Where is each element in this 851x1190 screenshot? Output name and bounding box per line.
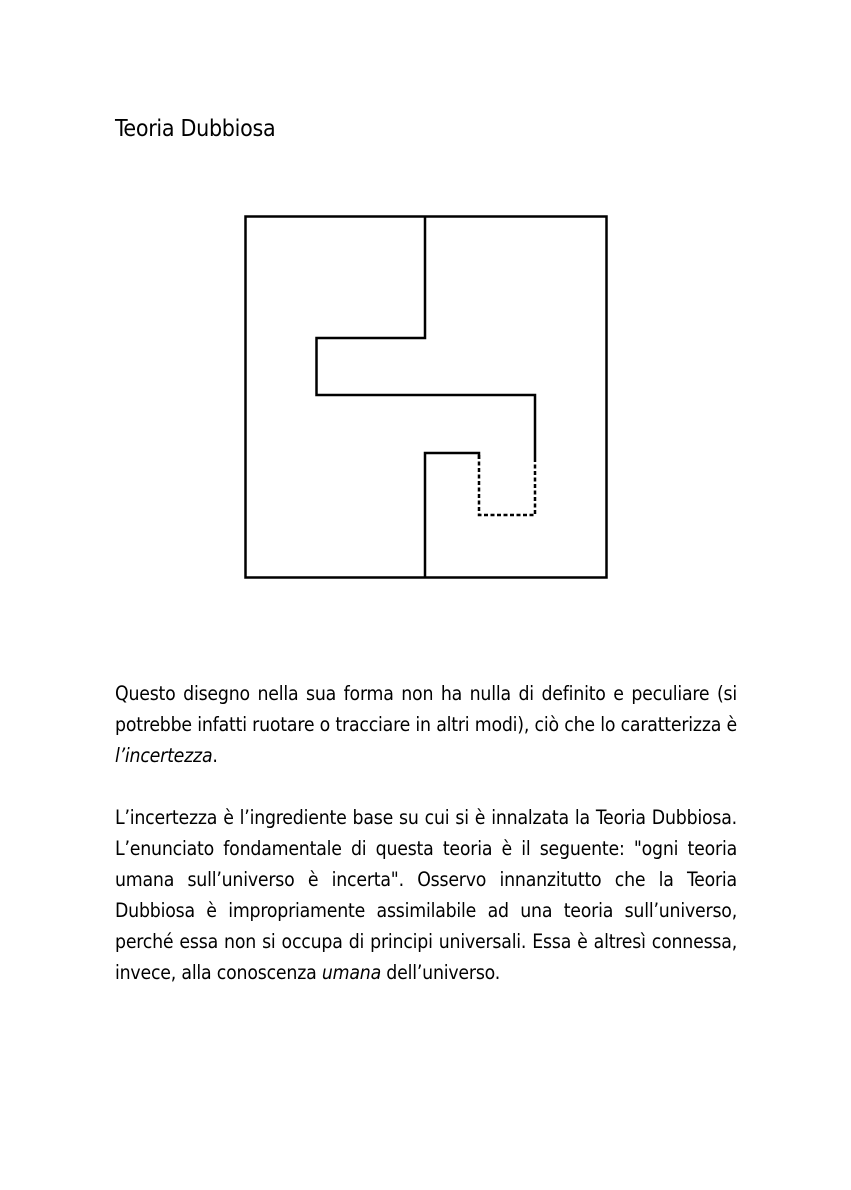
paragraph-3-emphasis: umana [321,961,381,984]
diagram-solid-path-upper [317,217,536,460]
diagram-svg [244,215,608,579]
paragraph-1 [115,678,737,771]
paragraph-2-text: L’incertezza è l’ingrediente base su cui si è innalzata la Teoria Dubbiosa. L’enunciato fondamentale di questa teoria è il seguente: "ogni teoria umana sull’universo è incerta". [115,806,737,891]
page-title: Teoria Dubbiosa [115,116,276,142]
paragraph-1-end: . [212,744,218,767]
paragraph-1-emphasis: l’incertezza [115,744,213,767]
uncertainty-diagram [244,215,608,579]
paragraph-2 [115,802,737,988]
paragraph-1-text: Questo disegno nella sua forma non ha nulla di definito e peculiare (si potrebbe infatti ruotare o tracciare in altri modi), ciò che lo caratterizza è [115,682,737,736]
paragraph-3-end: dell’universo. [381,961,501,984]
paragraph-3-text: Osservo innanzitutto che la Teoria Dubbiosa è impropriamente assimilabile ad una teoria sull’universo, perché essa non si occupa di principi universali. Essa è altresì connessa, invece, alla conoscenza [115,868,737,984]
diagram-dashed-path [479,455,535,515]
diagram-solid-path-lower [425,453,479,578]
